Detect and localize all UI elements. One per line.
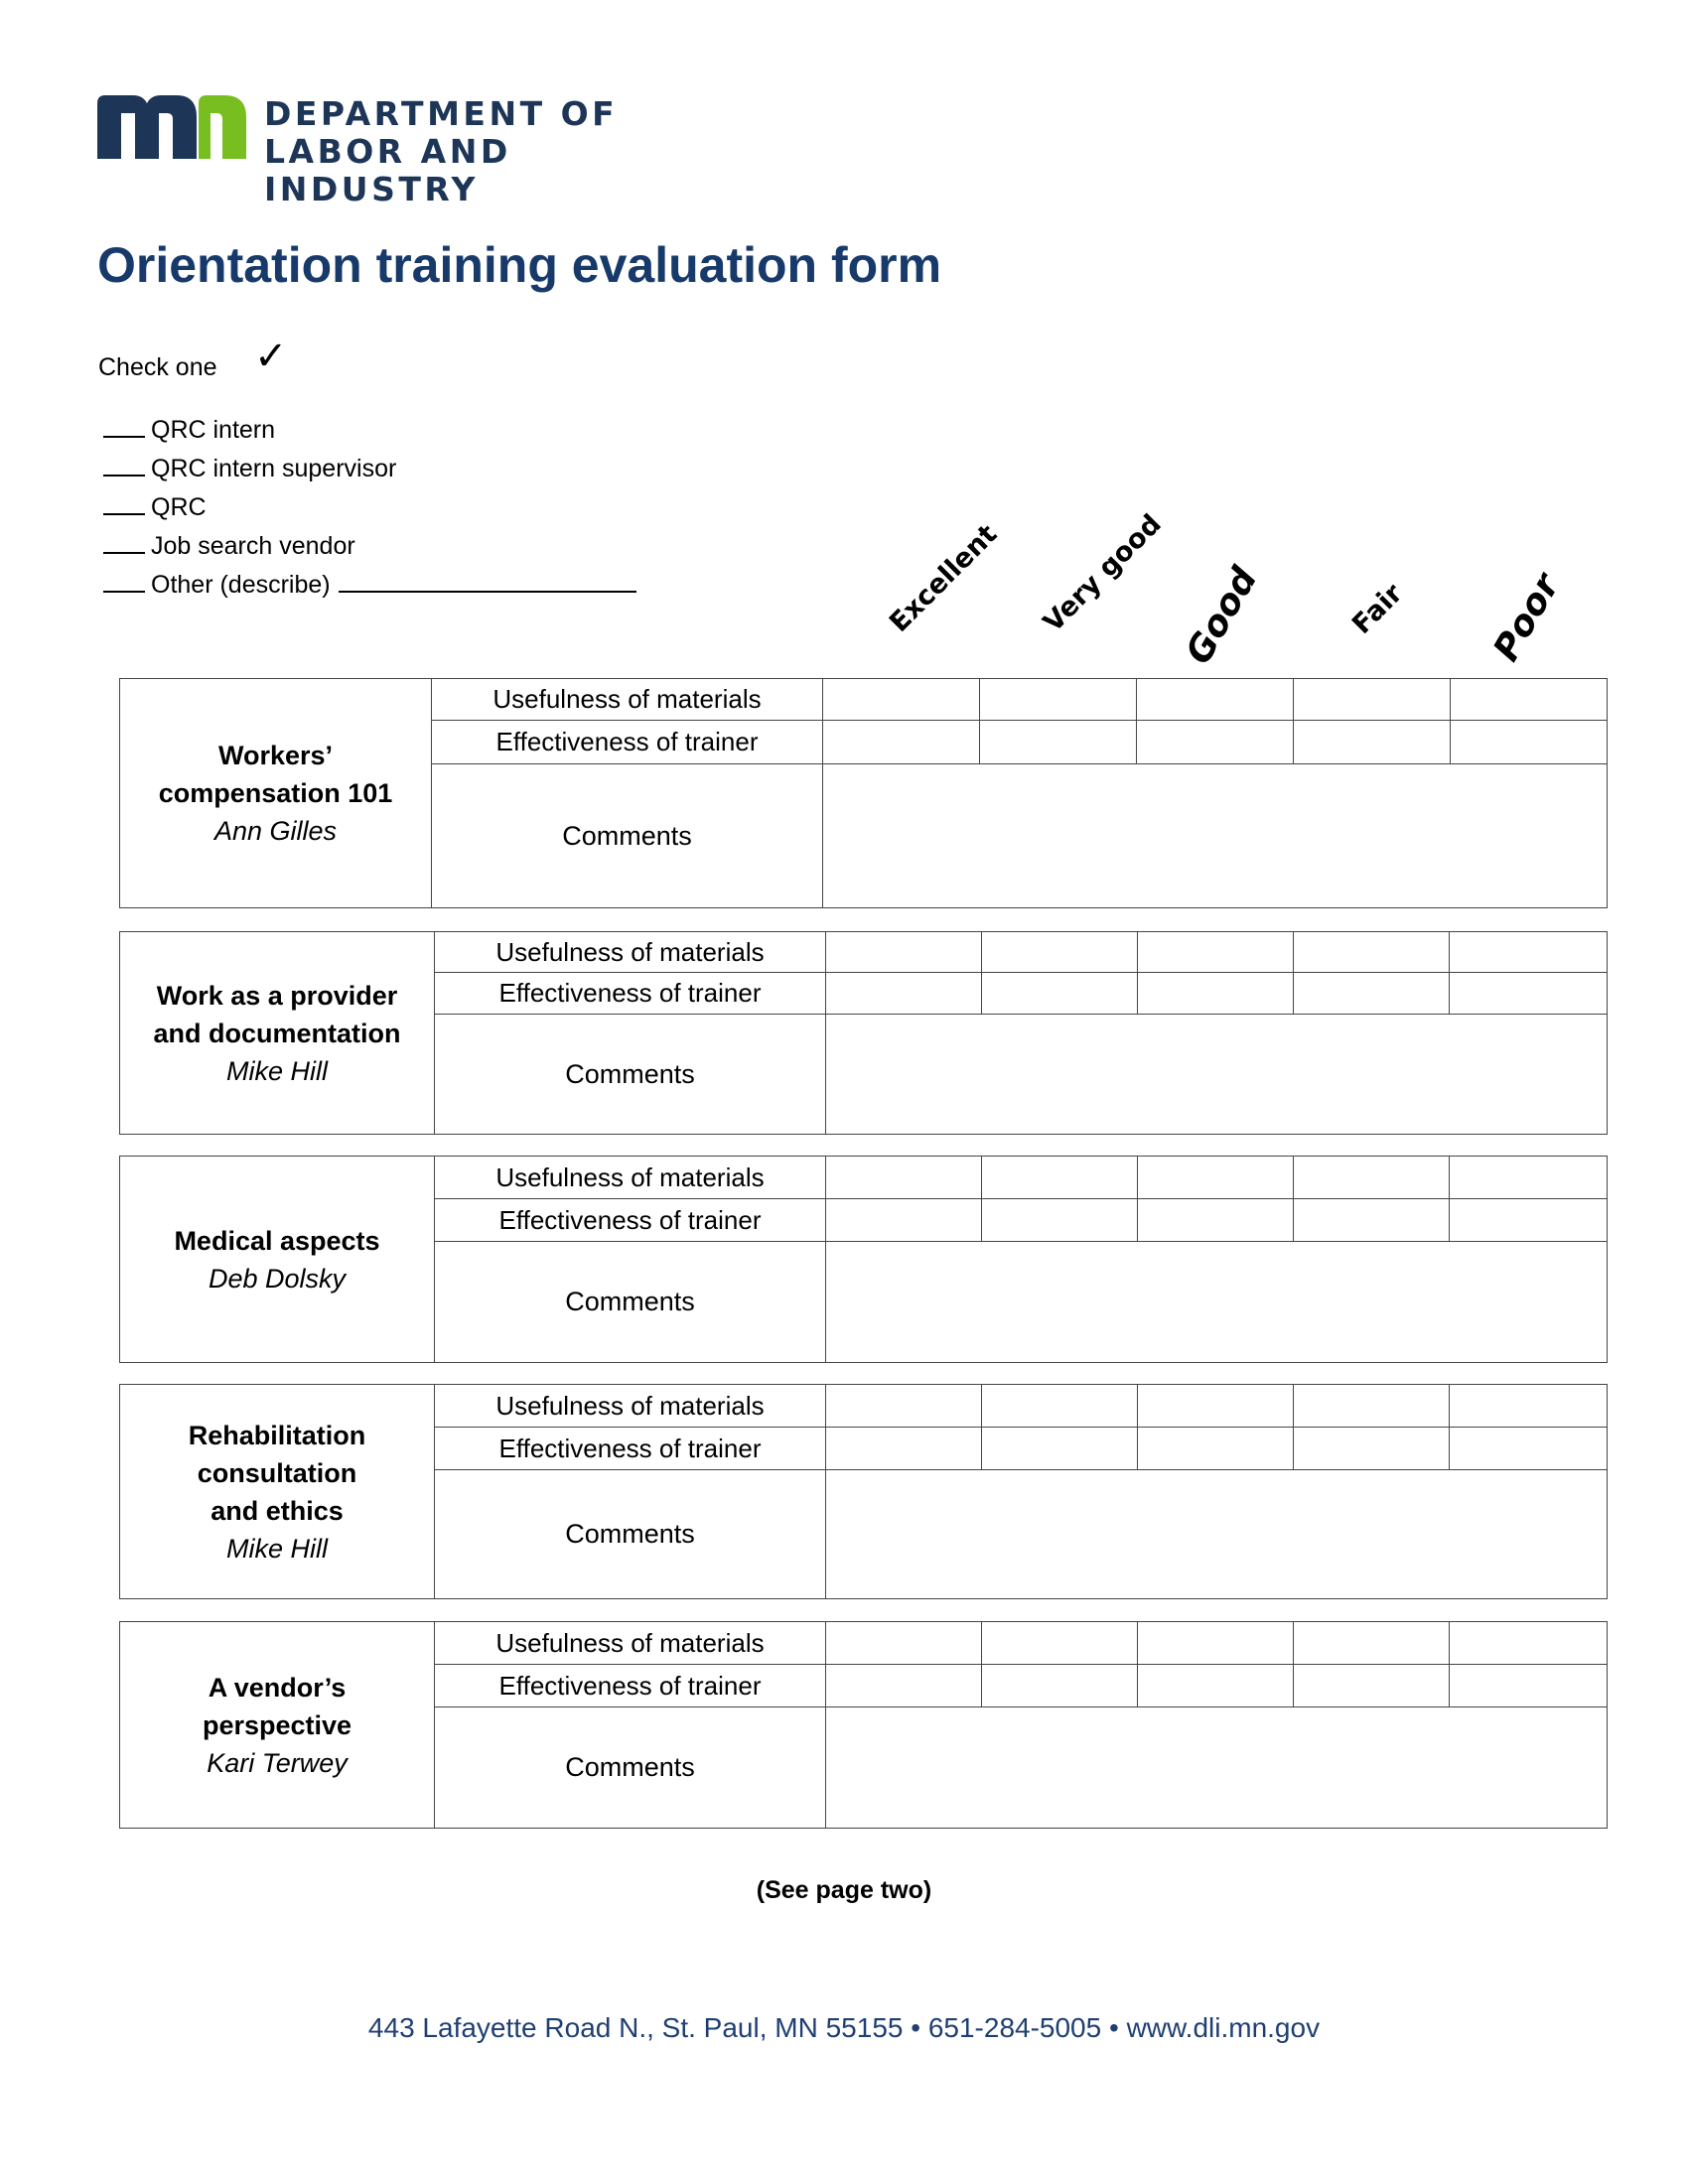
- option-blank[interactable]: [103, 567, 145, 593]
- rating-cell-fair[interactable]: [1294, 679, 1451, 721]
- rating-cell-fair[interactable]: [1294, 932, 1450, 973]
- rating-header-good: Good: [1178, 560, 1266, 671]
- rating-cell-good[interactable]: [1138, 1428, 1294, 1470]
- rating-cell-poor[interactable]: [1450, 1665, 1608, 1707]
- rating-cell-excellent[interactable]: [823, 679, 980, 721]
- trainer-name: Ann Gilles: [213, 816, 338, 846]
- usefulness-label: Usefulness of materials: [435, 1385, 826, 1428]
- topic-cell: [120, 1385, 435, 1599]
- topic-cell: [120, 1157, 435, 1363]
- rating-cell-good[interactable]: [1137, 679, 1294, 721]
- rating-cell-excellent[interactable]: [823, 721, 980, 764]
- rating-cell-very-good[interactable]: [982, 1622, 1138, 1665]
- comments-field[interactable]: [826, 1470, 1608, 1599]
- topic-cell: [120, 679, 432, 908]
- effectiveness-label: Effectiveness of trainer: [435, 1428, 826, 1470]
- page-title: Orientation training evaluation form: [97, 237, 942, 293]
- rating-cell-poor[interactable]: [1450, 1157, 1608, 1199]
- logo-text: [264, 95, 733, 208]
- role-options: [103, 411, 636, 605]
- option-qrc-intern[interactable]: [103, 411, 636, 450]
- topic-name: and ethics: [211, 1495, 344, 1526]
- comments-label: Comments: [435, 1707, 826, 1829]
- rating-cell-poor[interactable]: [1451, 721, 1608, 764]
- rating-cell-fair[interactable]: [1294, 973, 1450, 1015]
- rating-cell-fair[interactable]: [1294, 1157, 1450, 1199]
- topic-name: perspective: [202, 1709, 352, 1740]
- rating-cell-poor[interactable]: [1450, 1199, 1608, 1242]
- trainer-name: Kari Terwey: [207, 1747, 348, 1778]
- rating-header-poor: Poor: [1485, 567, 1568, 668]
- option-qrc-intern-supervisor[interactable]: [103, 450, 636, 488]
- rating-cell-excellent[interactable]: [826, 1428, 982, 1470]
- rating-cell-excellent[interactable]: [826, 932, 982, 973]
- comments-field[interactable]: [826, 1707, 1608, 1829]
- option-blank[interactable]: [103, 451, 145, 477]
- rating-cell-fair[interactable]: [1294, 1665, 1450, 1707]
- topic-name: Medical aspects: [174, 1225, 380, 1256]
- rating-cell-good[interactable]: [1138, 1199, 1294, 1242]
- option-blank[interactable]: [103, 528, 145, 554]
- rating-cell-excellent[interactable]: [826, 1385, 982, 1428]
- rating-cell-excellent[interactable]: [826, 1665, 982, 1707]
- rating-cell-very-good[interactable]: [982, 932, 1138, 973]
- rating-header-very-good: Very good: [1038, 508, 1168, 638]
- rating-cell-good[interactable]: [1138, 1665, 1294, 1707]
- rating-cell-poor[interactable]: [1450, 932, 1608, 973]
- option-label: QRC: [151, 493, 207, 521]
- rating-cell-very-good[interactable]: [982, 1199, 1138, 1242]
- option-blank[interactable]: [103, 412, 145, 438]
- topic-name: Workers’: [217, 741, 334, 770]
- logo-line-2: LABOR AND INDUSTRY: [264, 132, 511, 208]
- checkmark-icon: ✓: [254, 334, 288, 379]
- rating-cell-fair[interactable]: [1294, 721, 1451, 764]
- trainer-name: Deb Dolsky: [208, 1263, 347, 1294]
- comments-label: Comments: [435, 1470, 826, 1599]
- topic-cell: [120, 932, 435, 1135]
- rating-cell-very-good[interactable]: [982, 1665, 1138, 1707]
- trainer-name: Mike Hill: [225, 1055, 328, 1086]
- topic-name: A vendor’s: [208, 1672, 347, 1703]
- rating-cell-fair[interactable]: [1294, 1199, 1450, 1242]
- comments-label: Comments: [435, 1242, 826, 1363]
- rating-cell-excellent[interactable]: [826, 973, 982, 1015]
- comments-label: Comments: [435, 1015, 826, 1135]
- rating-cell-excellent[interactable]: [826, 1199, 982, 1242]
- rating-cell-excellent[interactable]: [826, 1622, 982, 1665]
- section-workers-compensation: [119, 678, 1608, 908]
- comments-field[interactable]: [826, 1015, 1608, 1135]
- rating-cell-fair[interactable]: [1294, 1428, 1450, 1470]
- comments-field[interactable]: [823, 764, 1608, 908]
- rating-cell-excellent[interactable]: [826, 1157, 982, 1199]
- section-medical-aspects: [119, 1156, 1608, 1363]
- option-other[interactable]: [103, 566, 636, 605]
- logo-line-1: DEPARTMENT OF: [264, 94, 619, 133]
- rating-cell-very-good[interactable]: [982, 1385, 1138, 1428]
- rating-cell-poor[interactable]: [1450, 973, 1608, 1015]
- dli-logo: [97, 94, 733, 208]
- usefulness-label: Usefulness of materials: [432, 679, 823, 721]
- effectiveness-label: Effectiveness of trainer: [435, 973, 826, 1015]
- usefulness-label: Usefulness of materials: [435, 932, 826, 973]
- rating-cell-good[interactable]: [1138, 932, 1294, 973]
- rating-cell-good[interactable]: [1138, 1385, 1294, 1428]
- rating-cell-poor[interactable]: [1450, 1428, 1608, 1470]
- effectiveness-label: Effectiveness of trainer: [435, 1199, 826, 1242]
- rating-cell-good[interactable]: [1138, 973, 1294, 1015]
- rating-cell-fair[interactable]: [1294, 1385, 1450, 1428]
- section-work-as-provider: [119, 931, 1608, 1135]
- rating-header-fair: Fair: [1346, 578, 1409, 640]
- option-qrc[interactable]: [103, 488, 636, 527]
- option-job-search-vendor[interactable]: [103, 527, 636, 566]
- mn-logo-mark-icon: [97, 95, 246, 159]
- topic-name: consultation: [197, 1457, 357, 1488]
- rating-cell-poor[interactable]: [1450, 1622, 1608, 1665]
- option-label: QRC intern supervisor: [151, 455, 397, 482]
- option-blank[interactable]: [103, 489, 145, 515]
- comments-label: Comments: [432, 764, 823, 908]
- check-one-label: Check one: [98, 353, 217, 381]
- section-rehabilitation-consultation: [119, 1384, 1608, 1599]
- rating-cell-good[interactable]: [1138, 1157, 1294, 1199]
- option-label: QRC intern: [151, 416, 276, 444]
- trainer-name: Mike Hill: [225, 1533, 328, 1564]
- topic-cell: [120, 1622, 435, 1829]
- rating-cell-very-good[interactable]: [980, 721, 1137, 764]
- rating-cell-poor[interactable]: [1451, 679, 1608, 721]
- see-page-two-note: (See page two): [756, 1876, 932, 1904]
- usefulness-label: Usefulness of materials: [435, 1622, 826, 1665]
- rating-cell-good[interactable]: [1138, 1622, 1294, 1665]
- effectiveness-label: Effectiveness of trainer: [432, 721, 823, 764]
- rating-cell-good[interactable]: [1137, 721, 1294, 764]
- topic-name: and documentation: [153, 1018, 401, 1048]
- topic-name: compensation 101: [158, 778, 393, 808]
- rating-cell-fair[interactable]: [1294, 1622, 1450, 1665]
- rating-cell-very-good[interactable]: [982, 1157, 1138, 1199]
- usefulness-label: Usefulness of materials: [435, 1157, 826, 1199]
- topic-name: Rehabilitation: [188, 1420, 366, 1450]
- section-vendors-perspective: [119, 1621, 1608, 1829]
- other-describe-line[interactable]: [339, 567, 636, 593]
- rating-cell-very-good[interactable]: [982, 973, 1138, 1015]
- comments-field[interactable]: [826, 1242, 1608, 1363]
- rating-cell-poor[interactable]: [1450, 1385, 1608, 1428]
- rating-cell-very-good[interactable]: [980, 679, 1137, 721]
- option-label: Other (describe): [151, 571, 331, 599]
- rating-header-excellent: Excellent: [884, 518, 1004, 638]
- option-label: Job search vendor: [151, 532, 355, 560]
- effectiveness-label: Effectiveness of trainer: [435, 1665, 826, 1707]
- footer-address: 443 Lafayette Road N., St. Paul, MN 55155 • 651-284-5005 • www.dli.mn.gov: [367, 2012, 1321, 2043]
- topic-name: Work as a provider: [156, 980, 398, 1011]
- rating-cell-very-good[interactable]: [982, 1428, 1138, 1470]
